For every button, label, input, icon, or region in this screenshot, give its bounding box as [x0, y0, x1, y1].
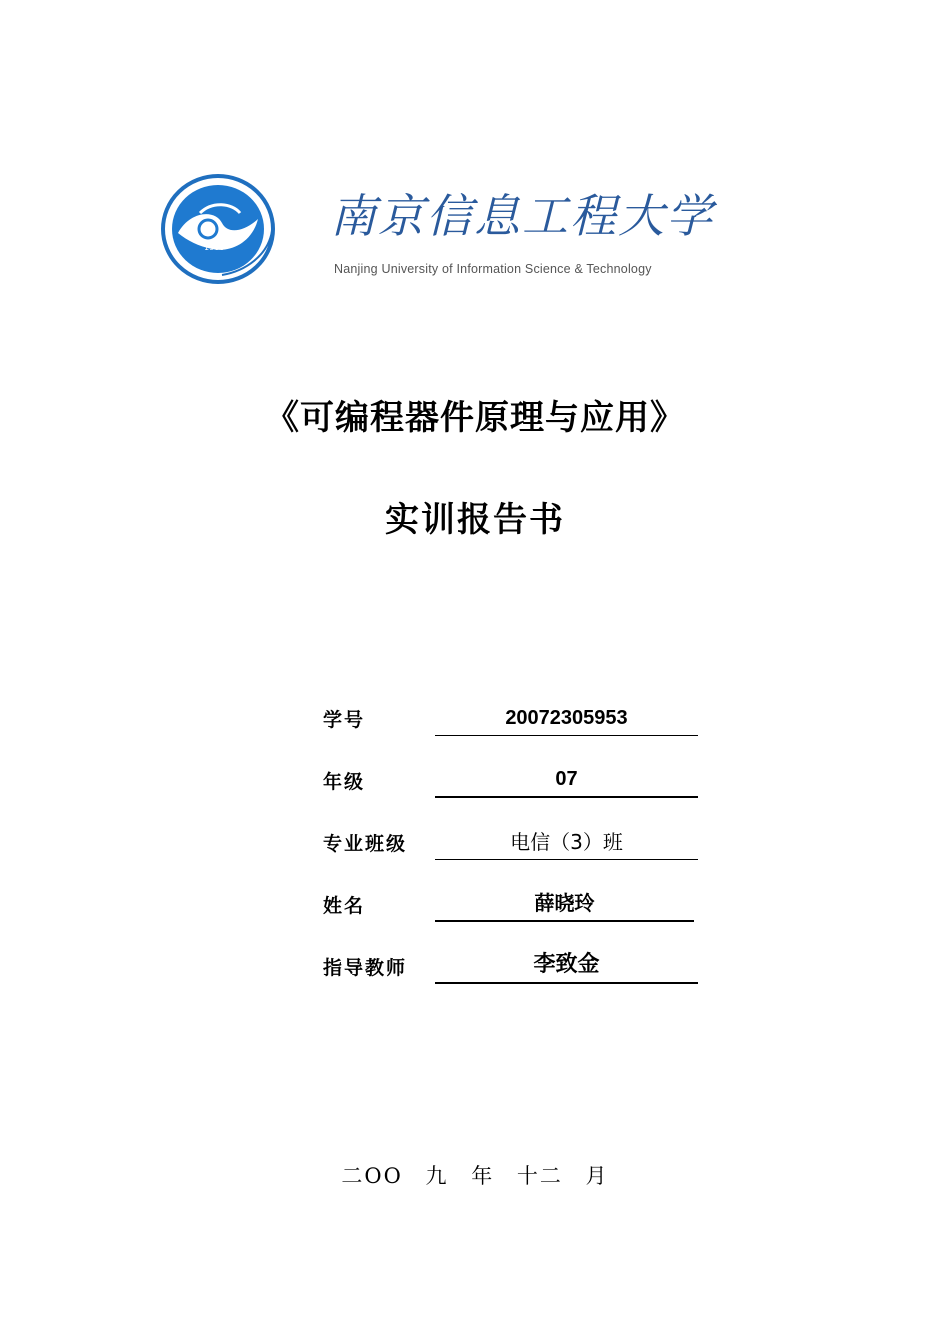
- field-label: 指导教师: [323, 957, 408, 979]
- university-name-cn: 南京信息工程大学: [330, 189, 714, 243]
- field-student-id: [323, 696, 703, 736]
- course-title: 《可编程器件原理与应用》: [265, 398, 685, 438]
- field-grade: [323, 758, 703, 798]
- field-value: 李致金: [435, 948, 698, 984]
- field-name: [323, 882, 703, 922]
- emblem-year: 1960: [204, 243, 225, 252]
- field-label: 姓名: [323, 895, 366, 917]
- report-title: 实训报告书: [385, 500, 565, 540]
- field-label: 专业班级: [323, 833, 408, 855]
- field-value: 07: [435, 762, 698, 798]
- field-label: 学号: [323, 709, 366, 731]
- university-emblem-logo: [160, 171, 280, 287]
- report-date: 二OO 九 年 十二 月: [341, 1164, 609, 1188]
- field-value: 20072305953: [435, 701, 698, 736]
- field-major-class: [323, 820, 703, 860]
- field-advisor: [323, 944, 703, 984]
- field-value: 电信（3）班: [435, 825, 698, 860]
- field-label: 年级: [323, 771, 366, 793]
- field-value: 薛晓玲: [435, 886, 694, 922]
- university-name-en: Nanjing University of Information Science & Technology: [334, 262, 652, 276]
